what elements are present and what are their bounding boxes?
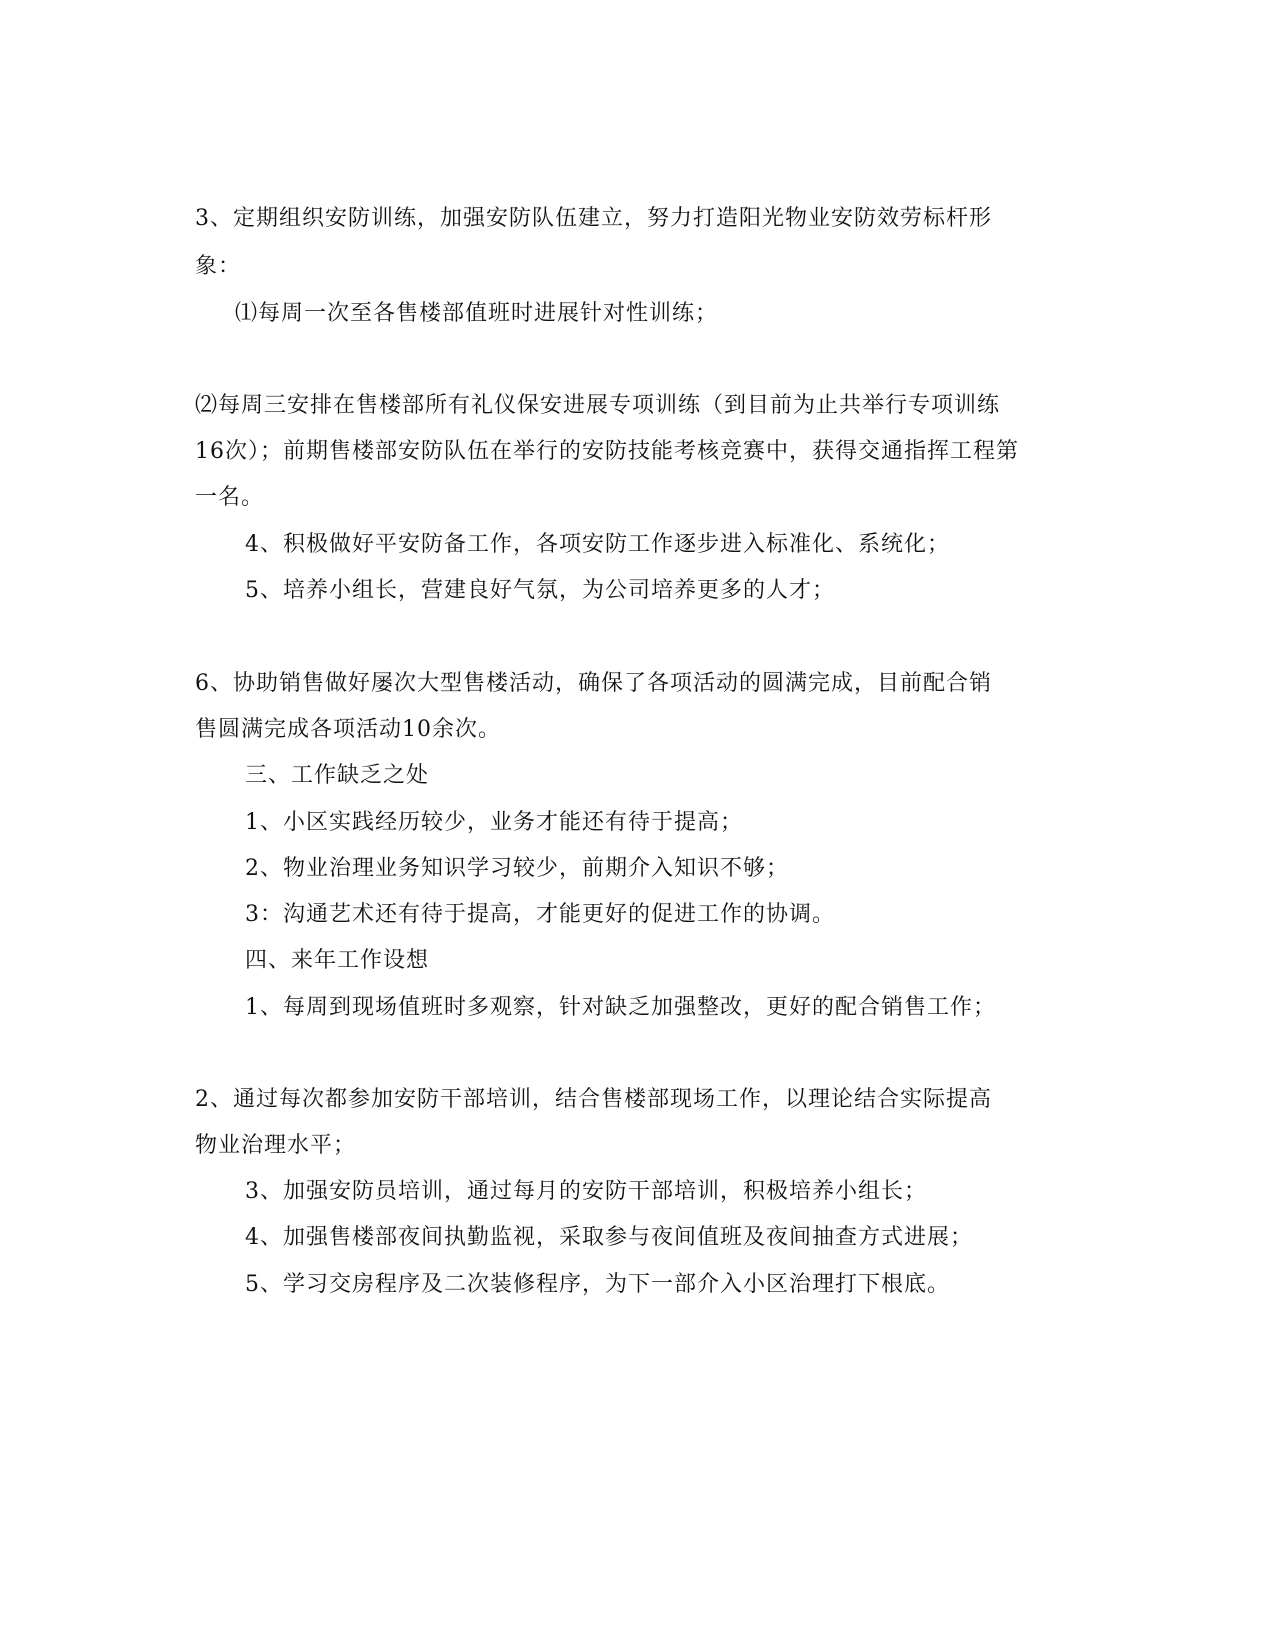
paragraph-line: 5、学习交房程序及二次装修程序，为下一部介入小区治理打下根底。 bbox=[245, 1272, 950, 1297]
section-heading: 四、来年工作设想 bbox=[245, 948, 430, 973]
paragraph-line: 1、每周到现场值班时多观察，针对缺乏加强整改，更好的配合销售工作； bbox=[245, 995, 996, 1020]
paragraph-line: 一名。 bbox=[195, 485, 265, 510]
paragraph-line: 16次）；前期售楼部安防队伍在举行的安防技能考核竞赛中，获得交通指挥工程第 bbox=[195, 439, 1019, 464]
paragraph-line: 1、小区实践经历较少，业务才能还有待于提高； bbox=[245, 810, 743, 835]
paragraph-line: 5、培养小组长，营建良好气氛，为公司培养更多的人才； bbox=[245, 578, 835, 603]
paragraph-line: 4、积极做好平安防备工作，各项安防工作逐步进入标准化、系统化； bbox=[245, 532, 950, 557]
paragraph-line: 2、通过每次都参加安防干部培训，结合售楼部现场工作，以理论结合实际提高 bbox=[195, 1087, 992, 1112]
paragraph-line: 3：沟通艺术还有待于提高，才能更好的促进工作的协调。 bbox=[245, 902, 835, 927]
paragraph-line: 4、加强售楼部夜间执勤监视，采取参与夜间值班及夜间抽查方式进展； bbox=[245, 1225, 973, 1250]
paragraph-line: 3、定期组织安防训练，加强安防队伍建立，努力打造阳光物业安防效劳标杆形 bbox=[195, 206, 992, 231]
paragraph-line: 象： bbox=[195, 254, 242, 279]
paragraph-line: ⑴每周一次至各售楼部值班时进展针对性训练； bbox=[235, 301, 719, 326]
paragraph-line: 售圆满完成各项活动10余次。 bbox=[195, 717, 501, 742]
paragraph-line: ⑵每周三安排在售楼部所有礼仪保安进展专项训练（到目前为止共举行专项训练 bbox=[195, 393, 1001, 418]
paragraph-line: 3、加强安防员培训，通过每月的安防干部培训，积极培养小组长； bbox=[245, 1179, 927, 1204]
section-heading: 三、工作缺乏之处 bbox=[245, 763, 430, 788]
paragraph-line: 6、协助销售做好屡次大型售楼活动，确保了各项活动的圆满完成，目前配合销 bbox=[195, 671, 992, 696]
paragraph-line: 2、物业治理业务知识学习较少，前期介入知识不够； bbox=[245, 856, 789, 881]
paragraph-line: 物业治理水平； bbox=[195, 1133, 357, 1158]
